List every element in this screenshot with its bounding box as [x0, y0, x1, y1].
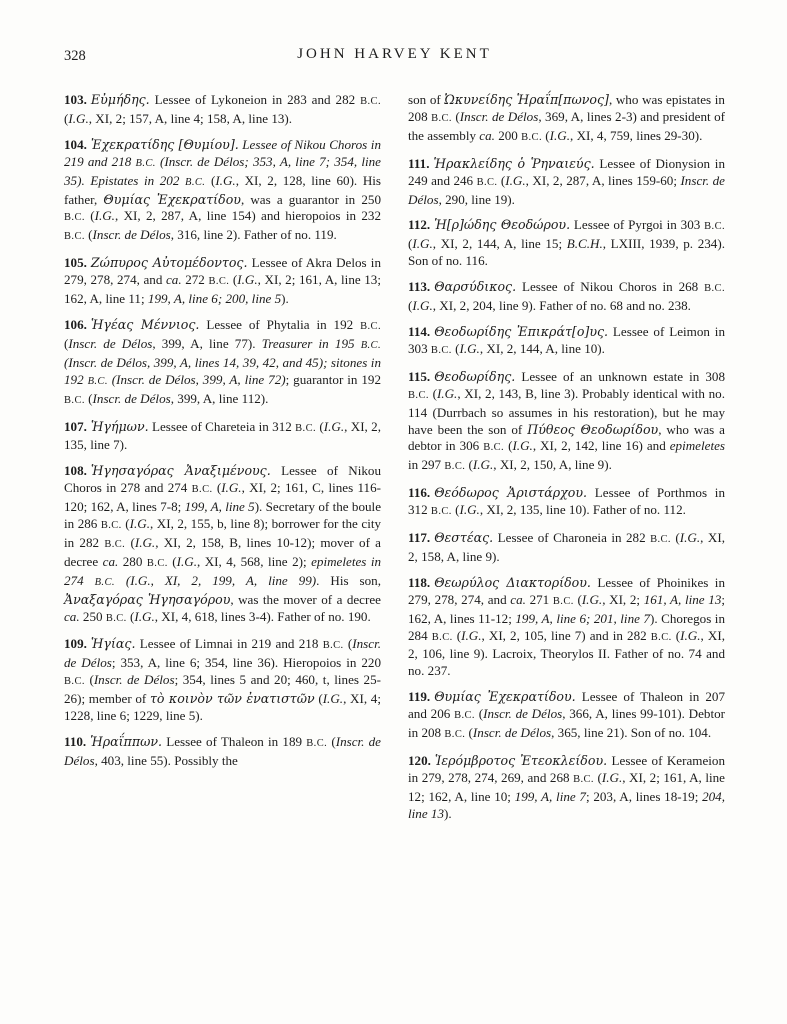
entry-text: , XI, 2, 204, line 9). Father of no. 68 and no. 238. [432, 298, 691, 314]
entry-text: , 366, A, lines 99-101). Debtor in 208 [408, 706, 726, 741]
entry-text: Inscr. de Délos [92, 390, 171, 406]
entry-text: I.G. [472, 457, 494, 473]
entry-text: Treasurer in 195 [261, 335, 361, 351]
entry-number: 109. [64, 636, 87, 652]
entry-number: 117. [408, 530, 431, 546]
entry-text: , XI, 2, 135, line 10). Father of no. 112. [479, 502, 686, 518]
entry-text: , who was epistates in 208 [408, 92, 725, 124]
entry-text: I.G. [680, 627, 701, 643]
entry-text: B.C. [552, 595, 574, 607]
entry-text: , XI, 2; 161, C, lines 116-120; 162, A, lines 7-8; [64, 480, 381, 515]
entry-number: 119. [408, 689, 431, 705]
entry-text: ; 354, lines 5 and 20; 460, t, lines 25-26); member of [64, 672, 382, 707]
entry-text: , 369, A, lines 2-3) and president of the assembly [408, 108, 725, 143]
entry-text: I.G. [215, 172, 236, 188]
entry-text: ( [126, 608, 135, 624]
entry-text: 200 [494, 127, 522, 143]
entry-text: B.C. [431, 631, 453, 643]
entry-text: , XI, 2, 158, A, line 9). [408, 530, 725, 564]
entry-text: I.G. [323, 418, 345, 434]
entry-text: , XI, 2, 287, A, line 154) and hieropoios in 232 [114, 208, 382, 224]
entry-108 [64, 463, 381, 627]
entry-text: , XI, 2, 155, b, line 8); borrower for the city in 282 [64, 516, 382, 550]
entry-text: ( [465, 725, 473, 741]
entry-118 [408, 575, 725, 680]
entry-text: ca. [510, 591, 526, 607]
entry-text: Lessee of Kerameion in 279, 278, 274, 269, and 268 [408, 753, 725, 785]
entry-text: , 403, line 55). Possibly the [94, 752, 238, 768]
entry-text: , XI, 2, 142, line 16) and [532, 438, 670, 454]
entry-text: B.C. [454, 710, 475, 722]
entry-text: B.C. [476, 176, 498, 188]
entry-text: ( [465, 457, 473, 473]
entry-115 [408, 369, 725, 476]
entry-text: ( [451, 502, 460, 518]
entry-text: I.G. [461, 627, 482, 643]
entry-text: 250 [79, 608, 106, 624]
entry-text: ( [451, 340, 460, 356]
greek-name: Θυμίας Ἐχεκρατίδου [103, 191, 241, 207]
entry-105 [64, 255, 381, 308]
page-title: JOHN HARVEY KENT [297, 46, 492, 62]
entry-text: , XI, 4, 618, lines 3-4). Father of no. 190. [154, 608, 371, 624]
entry-text: ( [212, 480, 222, 496]
entry-text: (Inscr. de Délos, 399, A, line 72) [107, 371, 286, 387]
entry-text: B.C. [650, 534, 671, 546]
greek-name: Ἡγίας. [90, 636, 136, 652]
greek-name: τὸ κοινὸν τῶν ἐνατιστῶν [149, 691, 315, 707]
entry-text: ca. [102, 553, 119, 569]
entry-text: I.G. [505, 172, 526, 188]
entry-text: I.G. [68, 110, 89, 126]
entry-text: B.C. [408, 389, 429, 401]
entry-text: , XI, 2, 150, A, line 9). [493, 457, 612, 473]
entry-text: Lessee of Chareteia in 312 [148, 418, 296, 434]
entry-text: B.C. [105, 612, 127, 624]
entry-text: ( [84, 227, 93, 243]
page-number: 328 [64, 48, 86, 64]
entry-text: 280 [118, 553, 147, 569]
entry-text: B.C. [360, 320, 381, 332]
entry-text: 272 [181, 272, 209, 288]
entry-text: ; 353, A, line 6; 354, line 36). Hieropoios in 220 [111, 655, 381, 671]
entry-106 [64, 317, 381, 410]
entry-text: epimeletes [669, 438, 725, 454]
entry-text: 199, A, line 5 [184, 499, 255, 515]
entry-text: I.G. [221, 480, 242, 496]
entry-text: Lessee of Porthmos in 312 [408, 485, 725, 518]
entry-text: Lessee of Thaleon in 189 [162, 734, 307, 749]
entry-text: , XI, 2, 158, B, lines 10-12); mover of a decree [64, 534, 381, 569]
entry-text: ( [167, 553, 177, 569]
entry-number: 111. [408, 155, 430, 171]
entry-text: I.G. [134, 608, 155, 624]
entry-text: Lessee of Pyrgoi in 303 [570, 217, 705, 233]
entry-text: 204, line 13 [408, 788, 725, 821]
entry-text: B.C. [185, 176, 206, 188]
entry-text: (Inscr. de Délos, 399, A, lines 14, 39, 42, and 45); sitones in 192 [64, 354, 381, 387]
entry-text: Inscr. de Délos [93, 672, 175, 688]
entry-number: 108. [64, 463, 87, 479]
entry-text: ( [573, 591, 582, 607]
entry-text: I.G. [512, 438, 533, 454]
entry-text: Inscr. de Délos [483, 706, 563, 722]
entry-text: , was a guarantor in 250 [240, 191, 381, 207]
entry-text: B.C. [64, 676, 85, 688]
entry-text: ca. [64, 608, 80, 624]
entry-text: ( [314, 691, 323, 707]
entry-text: , XI, 2, 143, B, line 3). Probably identical with no. 114 (Durrbach so assumes in his restoration), but he may have been the son of [408, 385, 725, 437]
entry-116 [408, 485, 725, 521]
entry-text: B.C. [94, 576, 115, 588]
entry-text: B.C. [444, 461, 466, 473]
entry-text: Lessee of an unknown estate in 308 [515, 368, 725, 384]
greek-name: Ὠκυνείδης Ἡραΐπ[πωνος] [444, 92, 609, 107]
entry-104 [64, 137, 381, 246]
entry-text: B.C. [650, 631, 672, 643]
entry-text: Inscr. de Délos [64, 636, 381, 671]
greek-name: Ἡγέας Μέννιος. [90, 316, 200, 332]
entry-text: ( [64, 110, 69, 126]
entry-text: ca. [165, 272, 182, 288]
entry-text: B.C. [444, 729, 466, 741]
entry-text: B.C. [483, 442, 505, 454]
entry-continuation [408, 92, 725, 147]
entry-text: ( [121, 516, 130, 532]
greek-name: Θεοδωρίδης Ἐπικράτ[ο]υς. [434, 323, 609, 339]
entry-text: ( [593, 769, 602, 785]
entry-text: , XI, 2; 161, A, line 13; 162, A, line 11; [64, 272, 381, 307]
entry-text: I.G. [581, 591, 603, 607]
entry-text: ( [474, 706, 484, 722]
entry-text: , XI, 2, 135, line 7). [64, 418, 381, 453]
entry-text: ; guarantor in 192 [285, 371, 381, 387]
entry-number: 103. [64, 92, 87, 107]
entry-text: ( [84, 208, 95, 224]
greek-name: Ἡρακλείδης ὁ Ῥηναιεύς. [433, 155, 595, 171]
greek-name: Ἀναξαγόρας Ἡγησαγόρου [64, 591, 231, 607]
entry-text: ( [64, 335, 69, 351]
entry-text: . His son, [316, 572, 381, 588]
entry-text: ( [229, 272, 238, 288]
entry-text: , was the mover of a decree [230, 591, 381, 607]
entry-text: I.G. [601, 769, 623, 785]
entry-text: B.C. [430, 344, 452, 356]
entry-text: B.C. [360, 339, 381, 351]
entry-text: ). [281, 291, 289, 307]
entry-text: 199, A, line 6; 200, line 5 [147, 291, 282, 307]
entry-number: 115. [408, 368, 431, 384]
entry-text: ( [408, 236, 413, 252]
page-header [64, 46, 725, 68]
entry-text: , XI, 4, 568, line 2); [196, 553, 312, 569]
greek-name: Ζώπυρος Αὐτομέδοντος. [90, 255, 248, 271]
entry-text: B.C. [208, 276, 230, 288]
entry-text: , XI, 2, 144, A, line 15; [432, 236, 567, 252]
entry-text: ( [451, 108, 460, 124]
entry-text: B.C. [521, 131, 542, 143]
entry-text: B.C. [100, 520, 122, 532]
entry-text: B.C. [322, 640, 344, 652]
entry-text: ( [670, 530, 680, 546]
entry-text: I.G. [94, 208, 115, 224]
entry-text: Lessee of Nikou Choros in 219 and 218 [64, 136, 381, 169]
entry-text: ( [497, 172, 506, 188]
entry-text: ( [408, 298, 413, 314]
entry-103 [64, 92, 381, 128]
entry-text: (Inscr. de Délos; 353, A, line 7; 354, line 35). Epistates in 202 [64, 153, 381, 188]
entry-text: Lessee of Nikou Choros in 268 [516, 279, 705, 295]
entry-text: B.C. [104, 538, 126, 550]
entry-117 [408, 530, 725, 566]
greek-name: Ἐχεκρατίδης [Θυμίου]. [90, 136, 239, 152]
entry-text: B.C.H. [566, 236, 603, 252]
entry-text: I.G. [679, 530, 701, 546]
entry-number: 106. [64, 316, 87, 332]
entry-text: 271 [525, 591, 553, 607]
entry-text: B.C. [87, 375, 108, 387]
entry-text: son of [408, 92, 445, 107]
entry-109 [64, 636, 381, 725]
entry-text: Lessee of Limnai in 219 and 218 [135, 636, 323, 652]
entry-text: , XI, 4, 759, lines 29-30). [570, 127, 703, 143]
entry-number: 107. [64, 418, 87, 434]
entry-text: Inscr. de Délos [408, 172, 725, 207]
entry-110 [64, 734, 381, 770]
entry-text: B.C. [360, 96, 381, 107]
entry-text: B.C. [64, 212, 85, 224]
greek-name: Θεστέας. [434, 530, 494, 546]
entry-text: Lessee of Dionysion in 249 and 246 [408, 155, 725, 188]
entry-text: ( [327, 734, 336, 749]
greek-name: Ἡγήμων. [90, 418, 149, 434]
entry-text: Inscr. de Délos [92, 227, 171, 243]
entry-text: , 399, A, line 112). [170, 390, 269, 406]
entry-text: I.G. [237, 272, 258, 288]
entry-text: B.C. [704, 283, 725, 295]
entry-text: ( [452, 627, 462, 643]
greek-name: Εὐμήδης. [90, 92, 150, 107]
entry-number: 120. [408, 753, 431, 768]
entry-text: B.C. [146, 557, 168, 569]
entry-text: Inscr. de Délos [459, 108, 539, 124]
entry-text: epimeletes in 274 [64, 553, 382, 588]
entry-text: Lessee of Nikou Choros in 278 and 274 [64, 463, 382, 496]
entry-text: ca. [479, 127, 495, 143]
entry-107 [64, 419, 381, 455]
entry-text: ). Secretary of the boule in 286 [64, 499, 382, 532]
entry-text: ( [84, 672, 94, 688]
greek-name: Πύθεος Θεοδωρίδου [527, 421, 659, 437]
entry-text: , 316, line 2). Father of no. 119. [170, 227, 337, 243]
entry-text: I.G. [459, 502, 480, 518]
greek-name: Θυμίας Ἐχεκρατίδου. [434, 689, 576, 705]
entry-text: , XI, 2; 161, A, line 12; 162, A, line 10; [408, 769, 725, 804]
entry-text: ; 162, A, lines 11-12; [408, 591, 726, 626]
entry-text: , XI, 2, 106, line 9). Lacroix, Theorylos II. Father of no. 74 and no. 237. [408, 627, 725, 679]
entry-number: 104. [64, 136, 87, 152]
greek-name: Θεόδωρος Ἀριστάρχου. [434, 485, 588, 501]
greek-name: Θαρσύδικος. [434, 279, 517, 295]
entry-111 [408, 156, 725, 209]
entry-text: Inscr. de Délos [68, 335, 153, 351]
entry-text: Lessee of Thaleon in 207 and 206 [408, 689, 725, 722]
entry-text: ( [343, 636, 353, 652]
entry-text: , XI, 2, 144, A, line 10). [479, 340, 605, 356]
greek-name: Ἡγησαγόρας Ἀναξιμένους. [90, 463, 271, 479]
greek-name: Θεωρύλος Διακτορίδου. [434, 574, 591, 590]
entry-text: , 365, line 21). Son of no. 104. [551, 725, 712, 741]
entry-text: I.G. [129, 516, 150, 532]
greek-name: Ἱερόμβροτος Ἐτεοκλείδου. [434, 753, 608, 768]
greek-name: Θεοδωρίδης. [434, 368, 516, 384]
entry-text: , who was a debtor in 306 [408, 421, 725, 454]
entry-text: I.G. [412, 298, 433, 314]
entry-text: Lessee of Phoinikes in 279, 278, 274, and [408, 574, 725, 607]
entry-text: B.C. [64, 231, 85, 243]
entry-text: ( [84, 390, 93, 406]
entry-text: ( [210, 172, 216, 188]
entry-text: B.C. [573, 773, 594, 785]
entry-text: ( [542, 127, 550, 143]
entry-text: , XI, 2; [602, 591, 644, 607]
entry-text: I.G. [412, 236, 433, 252]
entry-text: 199, A, line 7 [514, 788, 586, 804]
column-left [64, 92, 381, 832]
entry-text: I.G. [436, 385, 458, 401]
greek-name: Ἡ[ρ]ώδης Θεοδώρου. [434, 217, 571, 233]
entry-text: B.C. [135, 157, 156, 169]
entry-number: 113. [408, 279, 431, 295]
entry-113 [408, 279, 725, 315]
entry-text: B.C. [191, 484, 213, 496]
entry-text: , XI, 2; 157, A, line 4; 158, A, line 13). [88, 110, 293, 126]
entry-text: 161, A, line 13 [643, 591, 722, 607]
entry-text: B.C. [704, 221, 726, 233]
entry-text: ( [504, 438, 513, 454]
entry-text: I.G. [176, 553, 197, 569]
entry-text: ). Choregos in 284 [408, 610, 725, 643]
entry-text: , XI, 4; 1228, line 6; 1229, line 5). [64, 691, 381, 724]
entry-114 [408, 324, 725, 360]
entry-number: 116. [408, 485, 431, 501]
entry-text: , XI, 2, 287, A, lines 159-60; [525, 172, 681, 188]
entry-text: ; 203, A, lines 18-19; [585, 788, 703, 804]
entry-text: , XI, 2, 105, line 7) and in 282 [481, 627, 651, 643]
entry-text: Inscr. de Délos [472, 725, 552, 741]
entry-text: I.G. [459, 340, 480, 356]
text-columns [64, 92, 725, 832]
entry-text: Lessee of Charoneia in 282 [493, 530, 651, 546]
entry-text: Lessee of Akra Delos in 279, 278, 274, and [64, 255, 381, 288]
entry-text: ( [428, 385, 437, 401]
entry-119 [408, 689, 725, 744]
entry-text: I.G. [134, 534, 156, 550]
entry-text: ( [316, 418, 324, 434]
entry-text: , LXIII, 1939, p. 234). Son of no. 116. [408, 236, 725, 269]
entry-number: 114. [408, 323, 431, 339]
entry-text: ). [444, 805, 452, 821]
entry-number: 110. [64, 734, 87, 749]
entry-text: Lessee of Phytalia in 192 [199, 316, 361, 332]
entry-text: B.C. [295, 422, 317, 434]
greek-name: Ἡραΐππων. [90, 734, 163, 749]
entry-text: Lessee of Leimon in 303 [408, 323, 725, 356]
entry-number: 118. [408, 574, 431, 590]
entry-text: ( [671, 627, 681, 643]
entry-text: Lessee of Lykoneion in 283 and 282 [149, 92, 361, 107]
entry-text: Inscr. de Délos [64, 734, 381, 768]
entry-text: ( [125, 534, 135, 550]
entry-text: , 399, A, line 77). [152, 335, 262, 351]
entry-text: 199, A, line 6; 201, line 7 [515, 610, 650, 626]
entry-text: (I.G., XI, 2, 199, A, line 99) [114, 572, 317, 588]
entry-120 [408, 753, 725, 823]
entry-text: B.C. [431, 112, 452, 124]
entry-text: B.C. [430, 506, 452, 518]
entry-text: I.G. [322, 691, 344, 707]
entry-number: 105. [64, 255, 87, 271]
entry-text: B.C. [306, 738, 328, 749]
column-right [408, 92, 725, 832]
entry-text: , XI, 2, 128, line 60). His father, [64, 172, 382, 207]
entry-number: 112. [408, 217, 431, 233]
entry-text: in 297 [408, 457, 445, 473]
entry-text: , 290, line 19). [438, 191, 515, 207]
entry-text: I.G. [549, 127, 571, 143]
entry-112 [408, 217, 725, 270]
entry-text: B.C. [64, 394, 85, 406]
